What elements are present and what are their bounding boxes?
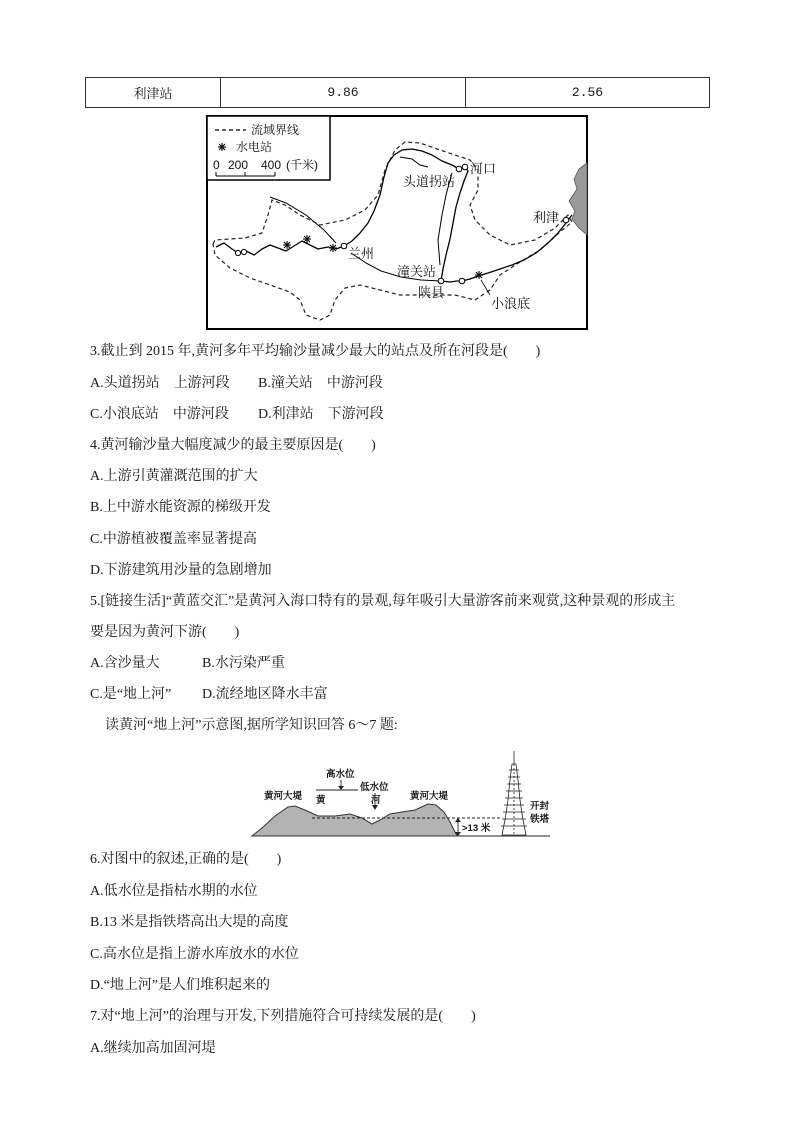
high-water-arrowhead bbox=[338, 786, 344, 790]
yellow-river-map bbox=[206, 115, 588, 330]
q3-option-d: D.利津站 下游河段 bbox=[258, 407, 384, 422]
q6-option-d: D.“地上河”是人们堆积起来的 bbox=[90, 978, 271, 993]
q6-option-b: B.13 米是指铁塔高出大堤的高度 bbox=[90, 915, 289, 930]
label-low-water: 低水位 bbox=[360, 782, 389, 793]
label-hekou: 河口 bbox=[470, 161, 497, 176]
scale-tick-0: 0 bbox=[213, 158, 220, 172]
station-marker-hekou bbox=[462, 164, 468, 170]
label-lanzhou: 兰州 bbox=[348, 246, 375, 261]
q3-option-b: B.潼关站 中游河段 bbox=[258, 376, 383, 391]
station-marker-lijin bbox=[563, 217, 569, 223]
label-xiaolangdi: 小浪底 bbox=[491, 296, 531, 311]
q5-option-b: B.水污染严重 bbox=[202, 656, 285, 671]
intro-q6-q7: 读黄河“地上河”示意图,据所学知识回答 6～7 题: bbox=[105, 718, 398, 733]
hydro-station-icon bbox=[283, 241, 291, 249]
sediment-table bbox=[85, 77, 710, 108]
scale-tick-200: 200 bbox=[228, 158, 249, 172]
river-bed-terrain bbox=[252, 804, 458, 836]
map-legend bbox=[207, 116, 330, 180]
station-marker-tongguan bbox=[438, 278, 444, 284]
label-lijin: 利津 bbox=[533, 210, 560, 225]
q5-stem-line2: 要是因为黄河下游( ) bbox=[90, 625, 240, 640]
q3-option-c: C.小浪底站 中游河段 bbox=[90, 407, 229, 422]
q3-option-a: A.头道拐站 上游河段 bbox=[90, 376, 230, 391]
label-tower-line2: 铁塔 bbox=[530, 814, 550, 825]
hydro-station-legend-icon bbox=[218, 143, 226, 151]
station-cell: 利津站 bbox=[86, 78, 221, 108]
hydro-station-icon bbox=[329, 244, 337, 252]
q6-stem: 6.对图中的叙述,正确的是( ) bbox=[90, 852, 282, 867]
q4-option-d: D.下游建筑用沙量的急剧增加 bbox=[90, 563, 272, 578]
label-tongguan: 潼关站 bbox=[397, 264, 437, 279]
label-right-dike: 黄河大堤 bbox=[410, 791, 449, 802]
q5-option-c: C.是“地上河” bbox=[90, 687, 172, 702]
q3-stem: 3.截止到 2015 年,黄河多年平均输沙量减少最大的站点及所在河段是( ) bbox=[90, 344, 541, 359]
q6-option-c: C.高水位是指上游水库放水的水位 bbox=[90, 947, 299, 962]
station-marker-lanzhou bbox=[341, 243, 347, 249]
height-bracket-arrow-up bbox=[455, 818, 461, 822]
legend-hydro-label: 水电站 bbox=[236, 140, 273, 154]
hydro-station-icon bbox=[475, 271, 483, 279]
value-cell-2: 2.56 bbox=[466, 78, 710, 108]
hydro-station-icon bbox=[303, 235, 311, 243]
value-cell-1: 9.86 bbox=[221, 78, 466, 108]
q4-option-b: B.上中游水能资源的梯级开发 bbox=[90, 500, 271, 515]
q6-option-a: A.低水位是指枯水期的水位 bbox=[90, 884, 258, 899]
q5-option-a: A.含沙量大 bbox=[90, 656, 160, 671]
label-left-dike: 黄河大堤 bbox=[264, 791, 303, 802]
q7-option-a: A.继续加高加固河堤 bbox=[90, 1041, 216, 1056]
label-river-char-1: 黄 bbox=[316, 795, 326, 806]
station-marker-west-2 bbox=[241, 249, 246, 254]
table-row bbox=[86, 78, 710, 108]
label-high-water: 高水位 bbox=[326, 769, 355, 780]
legend-boundary-label: 流域界线 bbox=[251, 123, 300, 137]
station-marker-toudaoguai bbox=[456, 166, 462, 172]
q7-stem: 7.对“地上河”的治理与开发,下列措施符合可持续发展的是( ) bbox=[90, 1009, 476, 1024]
label-tower-line1: 开封 bbox=[530, 801, 550, 812]
q5-stem-line1: 5.[链接生活]“黄蓝交汇”是黄河入海口特有的景观,每年吸引大量游客前来观赏,这种景观的形成主 bbox=[90, 594, 676, 609]
kaifeng-iron-pagoda-icon bbox=[501, 751, 527, 835]
label-shanxian: 陕县 bbox=[418, 285, 445, 300]
station-marker-shanxian bbox=[459, 278, 465, 284]
label-river-char-2: 河 bbox=[371, 795, 381, 806]
label-toudaoguai: 头道拐站 bbox=[403, 174, 456, 189]
q4-option-a: A.上游引黄灌溉范围的扩大 bbox=[90, 469, 258, 484]
scale-unit: (千米) bbox=[286, 158, 318, 172]
station-marker-west bbox=[235, 250, 240, 255]
label-height-diff: >13 米 bbox=[462, 823, 491, 834]
q4-option-c: C.中游植被覆盖率显著提高 bbox=[90, 532, 257, 547]
scale-tick-400: 400 bbox=[261, 158, 282, 172]
q4-stem: 4.黄河输沙量大幅度减少的最主要原因是( ) bbox=[90, 438, 376, 453]
above-ground-river-diagram bbox=[250, 750, 555, 840]
q5-option-d: D.流经地区降水丰富 bbox=[202, 687, 328, 702]
